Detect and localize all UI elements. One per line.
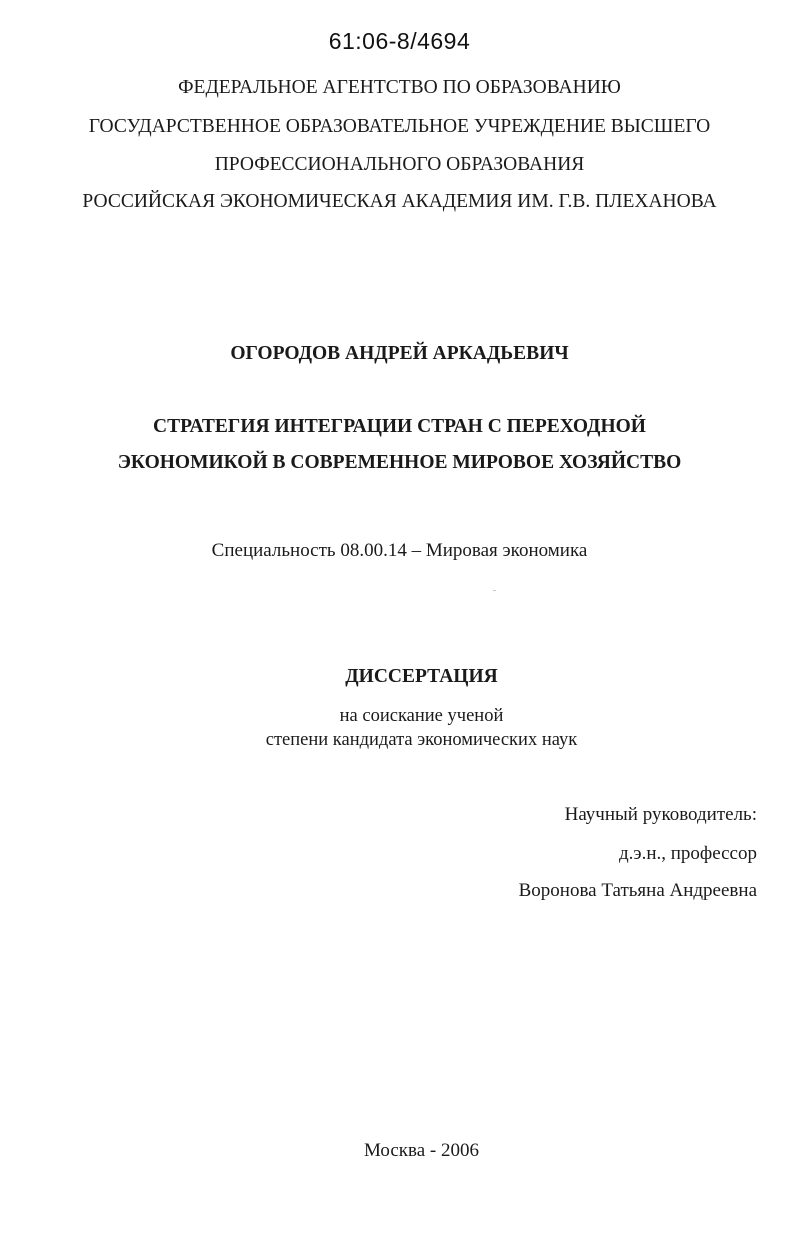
work-type-heading: ДИССЕРТАЦИЯ bbox=[345, 666, 498, 687]
place-and-year: Москва - 2006 bbox=[363, 1140, 480, 1161]
degree-line-2: степени кандидата экономических наук bbox=[265, 730, 578, 750]
thesis-title-line-2: ЭКОНОМИКОЙ В СОВРЕМЕННОЕ МИРОВОЕ ХОЗЯЙСТВО bbox=[117, 452, 682, 473]
organization-line-3: ПРОФЕССИОНАЛЬНОГО ОБРАЗОВАНИЯ bbox=[214, 154, 585, 175]
thesis-title-line-1: СТРАТЕГИЯ ИНТЕГРАЦИИ СТРАН С ПЕРЕХОДНОЙ bbox=[153, 416, 646, 437]
scan-speck bbox=[493, 590, 496, 591]
supervisor-label: Научный руководитель: bbox=[564, 804, 757, 825]
supervisor-rank: д.э.н., профессор bbox=[619, 843, 757, 864]
organization-line-1: ФЕДЕРАЛЬНОЕ АГЕНТСТВО ПО ОБРАЗОВАНИЮ bbox=[178, 77, 621, 98]
author-name: ОГОРОДОВ АНДРЕЙ АРКАДЬЕВИЧ bbox=[230, 343, 569, 364]
library-call-number: 61:06-8/4694 bbox=[328, 28, 471, 54]
organization-line-4: РОССИЙСКАЯ ЭКОНОМИЧЕСКАЯ АКАДЕМИЯ ИМ. Г.В. ПЛЕХАНОВА bbox=[82, 191, 717, 212]
degree-line-1: на соискание ученой bbox=[339, 706, 504, 726]
specialty: Специальность 08.00.14 – Мировая экономика bbox=[211, 540, 588, 561]
supervisor-name: Воронова Татьяна Андреевна bbox=[518, 880, 757, 901]
organization-line-2: ГОСУДАРСТВЕННОЕ ОБРАЗОВАТЕЛЬНОЕ УЧРЕЖДЕНИЕ ВЫСШЕГО bbox=[88, 116, 711, 137]
